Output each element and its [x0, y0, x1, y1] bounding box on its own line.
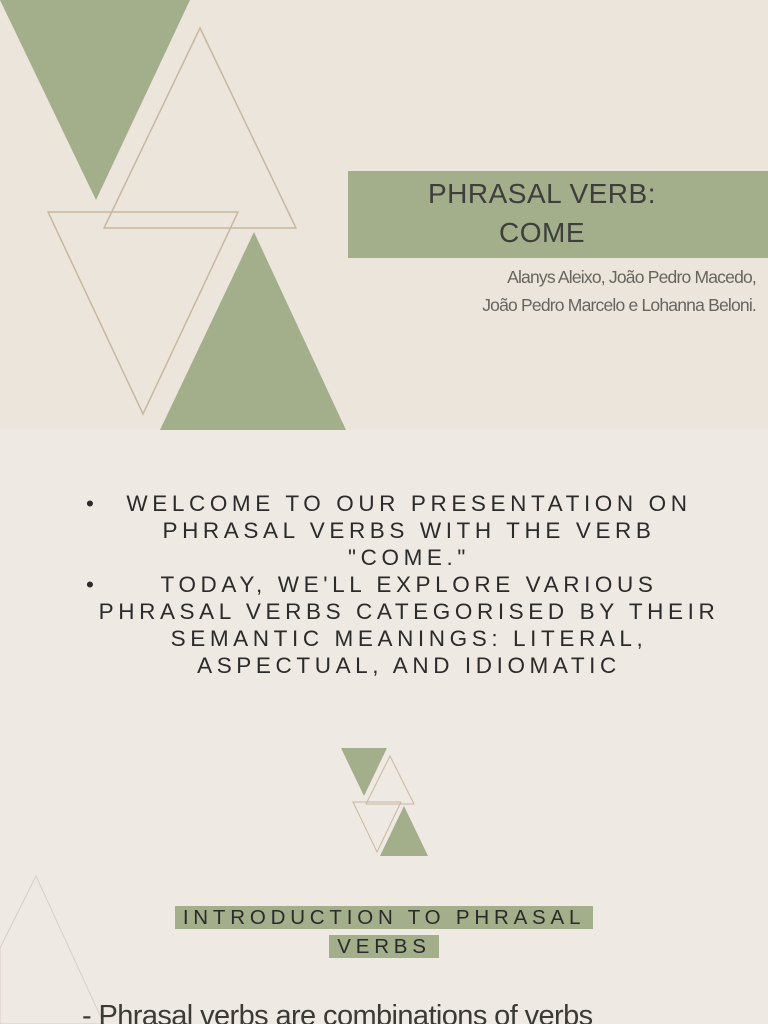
slide-title: PHRASAL VERB: COME	[428, 178, 656, 248]
intro-slide	[0, 430, 768, 1024]
small-green-triangle-down	[341, 748, 387, 796]
green-triangle-down	[0, 0, 190, 200]
bullet-item: • WELCOME TO OUR PRESENTATION ON PHRASAL VERBS WITH THE VERB "COME."	[80, 490, 720, 571]
bullet-item: • TODAY, WE'LL EXPLORE VARIOUS PHRASAL VERBS CATEGORISED BY THEIR SEMANTIC MEANINGS: LITERAL, ASPECTUAL, AND IDIOMATIC	[80, 571, 720, 679]
title-slide	[0, 0, 768, 430]
authors-line: Alanys Aleixo, João Pedro Macedo, João Pedro Marcelo e Lohanna Beloni.	[482, 267, 756, 315]
section-title-text: INTRODUCTION TO PHRASAL VERBS	[175, 906, 593, 958]
section-title	[154, 903, 614, 961]
body-text: - Phrasal verbs are combinations of verbs	[82, 1000, 593, 1024]
green-triangle-up	[160, 232, 346, 430]
